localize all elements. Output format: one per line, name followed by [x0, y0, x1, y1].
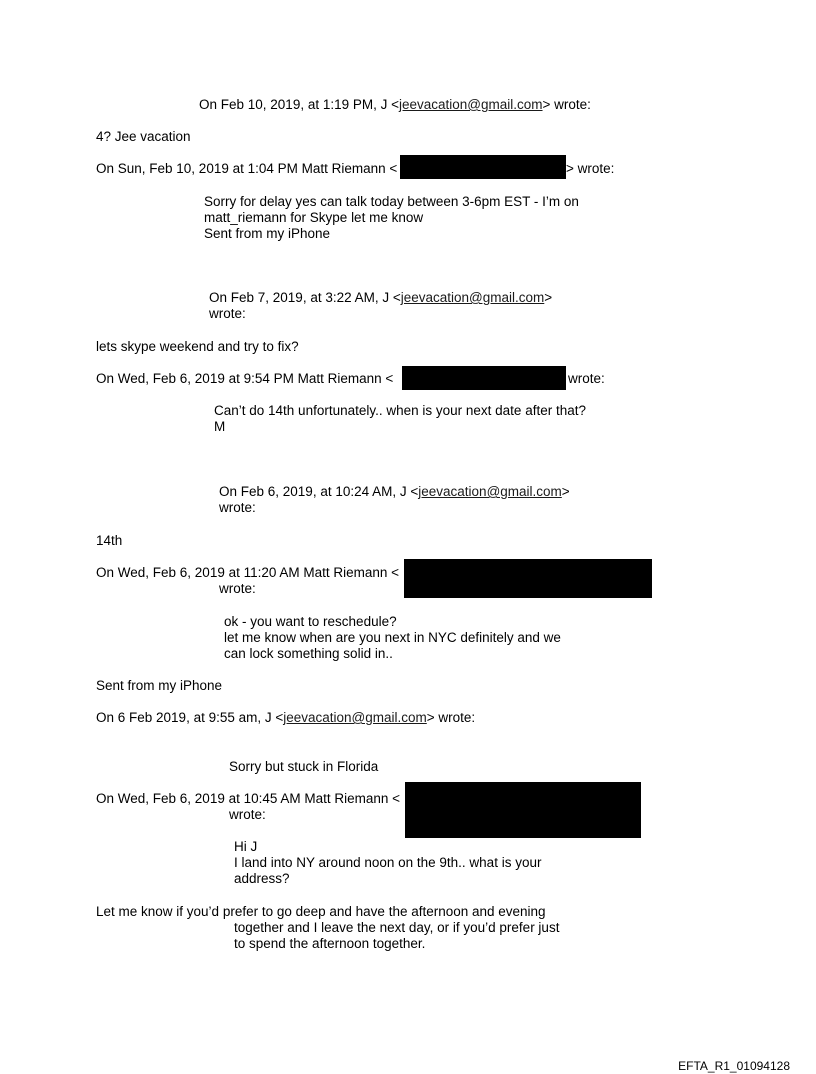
- email-header-line: [209, 290, 552, 306]
- message-body-line: Sorry for delay yes can talk today between 3-6pm EST - I’m on: [204, 194, 579, 209]
- email-link[interactable]: jeevacation@gmail.com: [399, 97, 543, 112]
- header-text: On Feb 7, 2019, at 3:22 AM, J <: [209, 290, 401, 305]
- message-body-line: Sent from my iPhone: [204, 226, 331, 241]
- message-body-line: let me know when are you next in NYC definitely and we: [224, 630, 561, 645]
- email-header-line: On Wed, Feb 6, 2019 at 11:20 AM Matt Riemann <: [96, 565, 400, 580]
- header-text: On Feb 10, 2019, at 1:19 PM, J <: [199, 97, 399, 112]
- email-header-line: On Wed, Feb 6, 2019 at 9:54 PM Matt Riemann <: [96, 371, 394, 386]
- email-link[interactable]: jeevacation@gmail.com: [400, 290, 545, 305]
- email-header-line: [219, 484, 570, 500]
- header-text: On 6 Feb 2019, at 9:55 am, J <: [96, 710, 284, 725]
- message-body-line: to spend the afternoon together.: [234, 936, 426, 951]
- email-header-line: wrote:: [209, 306, 246, 321]
- document-id-footer: EFTA_R1_01094128: [678, 1059, 790, 1073]
- redaction-box: [404, 559, 652, 598]
- message-body-line: Hi J: [234, 839, 258, 854]
- message-body-line: can lock something solid in..: [224, 646, 393, 661]
- email-header-line: wrote:: [219, 581, 256, 596]
- email-header-line: On Sun, Feb 10, 2019 at 1:04 PM Matt Riemann <: [96, 161, 398, 176]
- email-header-line: wrote:: [568, 371, 605, 386]
- email-header-line: [199, 97, 591, 113]
- email-header-line: wrote:: [219, 500, 256, 515]
- message-body-line: I land into NY around noon on the 9th.. what is your: [234, 855, 542, 870]
- message-body-line: M: [214, 419, 226, 434]
- message-body-line: ok - you want to reschedule?: [224, 614, 397, 629]
- message-body-line: address?: [234, 871, 290, 886]
- email-header-line: wrote:: [229, 807, 266, 822]
- email-link[interactable]: jeevacation@gmail.com: [283, 710, 427, 725]
- email-header-line: [96, 710, 475, 726]
- message-body-line: lets skype weekend and try to fix?: [96, 339, 299, 354]
- header-text: > wrote:: [426, 710, 476, 725]
- email-link[interactable]: jeevacation@gmail.com: [418, 484, 562, 499]
- message-body-line: matt_riemann for Skype let me know: [204, 210, 424, 225]
- message-body-line: 4? Jee vacation: [96, 129, 191, 144]
- header-text: On Feb 6, 2019, at 10:24 AM, J <: [219, 484, 419, 499]
- message-body-line: Let me know if you’d prefer to go deep and have the afternoon and evening: [96, 904, 546, 919]
- message-body-line: 14th: [96, 533, 123, 548]
- header-text: >: [561, 484, 570, 499]
- redaction-box: [405, 782, 641, 838]
- message-body-line: Can’t do 14th unfortunately.. when is your next date after that?: [214, 403, 586, 418]
- message-body-line: Sent from my iPhone: [96, 678, 223, 693]
- message-body-line: Sorry but stuck in Florida: [229, 759, 379, 774]
- message-body-line: together and I leave the next day, or if you’d prefer just: [234, 920, 560, 935]
- header-text: >: [544, 290, 553, 305]
- redaction-box: [400, 155, 566, 179]
- email-header-line: On Wed, Feb 6, 2019 at 10:45 AM Matt Riemann <: [96, 791, 401, 806]
- redaction-box: [402, 366, 566, 390]
- email-header-line: > wrote:: [566, 161, 615, 176]
- header-text: > wrote:: [542, 97, 591, 112]
